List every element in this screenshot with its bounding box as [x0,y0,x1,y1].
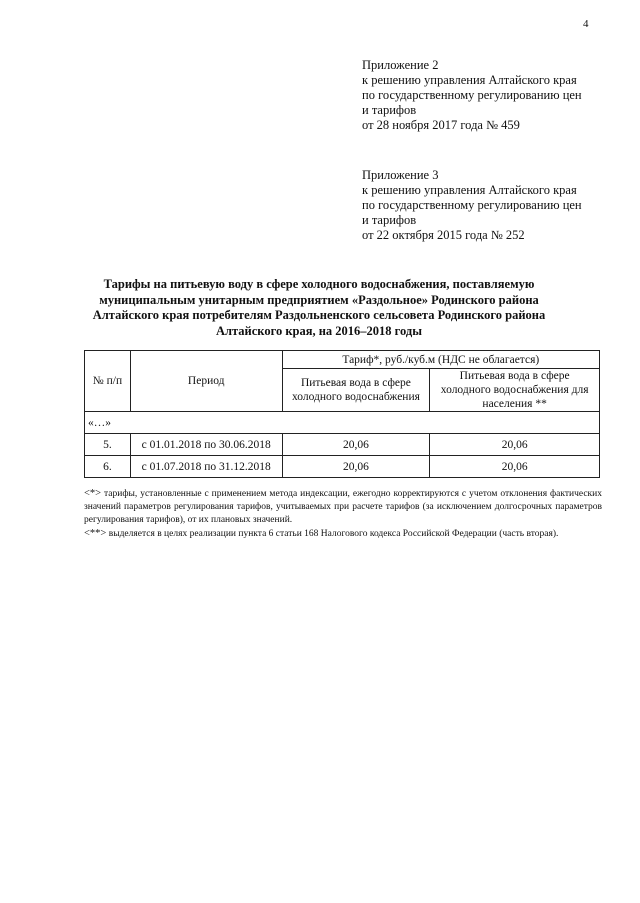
appendix-line: Приложение 3 [362,168,439,182]
appendix-line: и тарифов [362,213,417,227]
table-row [85,456,600,478]
row-cold-tariff: 20,06 [282,434,430,456]
appendix-line: по государственному регулированию цен [362,88,582,102]
header-population: Питьевая вода в сфере холодного водоснабжения для населения ** [430,369,600,412]
appendix-line: к решению управления Алтайского края [362,183,577,197]
table-row [85,434,600,456]
title-line: Алтайского края, на 2016–2018 годы [215,323,423,338]
appendix-2-header [362,58,612,133]
tariff-table [84,350,600,478]
ellipsis-row: «…» [85,412,600,434]
appendix-line: к решению управления Алтайского края [362,73,577,87]
header-period: Период [130,351,282,412]
footnote-mark: <*> [84,488,102,499]
row-period: с 01.01.2018 по 30.06.2018 [130,434,282,456]
footnote [84,487,602,527]
page-number: 4 [583,18,589,30]
appendix-line: по государственному регулированию цен [362,198,582,212]
footnote-text: тарифы, установленные с применением метода индексации, ежегодно корректируются с учетом отклонения фактических значений параметров регулирования тарифов, учитываемых при расчете тарифов (за исключением долгосрочных параметров регулирования тарифов), от их плановых значений. [84,489,603,525]
header-tariff: Тариф*, руб./куб.м (НДС не облагается) [282,351,599,369]
title-line: муниципальным унитарным предприятием «Раздольное» Родинского района [99,292,539,307]
row-num: 5. [85,434,131,456]
row-period: с 01.07.2018 по 31.12.2018 [130,456,282,478]
title-line: Алтайского края потребителям Раздольненского сельсовета Родинского района [92,308,546,322]
appendix-line: Приложение 2 [362,58,439,72]
row-num: 6. [85,456,131,478]
header-num: № п/п [85,351,131,412]
header-cold-water: Питьевая вода в сфере холодного водоснабжения [282,369,430,412]
footnotes [84,487,602,541]
row-cold-tariff: 20,06 [282,456,430,478]
title-line: Тарифы на питьевую воду в сфере холодного водоснабжения, поставляемую [103,277,535,291]
footnote-mark: <**> [84,528,107,539]
footnote-text: выделяется в целях реализации пункта 6 статьи 168 Налогового кодекса Российской Федерации (часть вторая). [108,529,559,539]
footnote [84,527,602,541]
appendix-line: и тарифов [362,103,417,117]
appendix-line: от 22 октября 2015 года № 252 [362,228,525,242]
appendix-line: от 28 ноября 2017 года № 459 [362,118,520,132]
appendix-3-header [362,168,612,243]
row-population-tariff: 20,06 [430,434,600,456]
document-title [88,277,550,339]
row-population-tariff: 20,06 [430,456,600,478]
